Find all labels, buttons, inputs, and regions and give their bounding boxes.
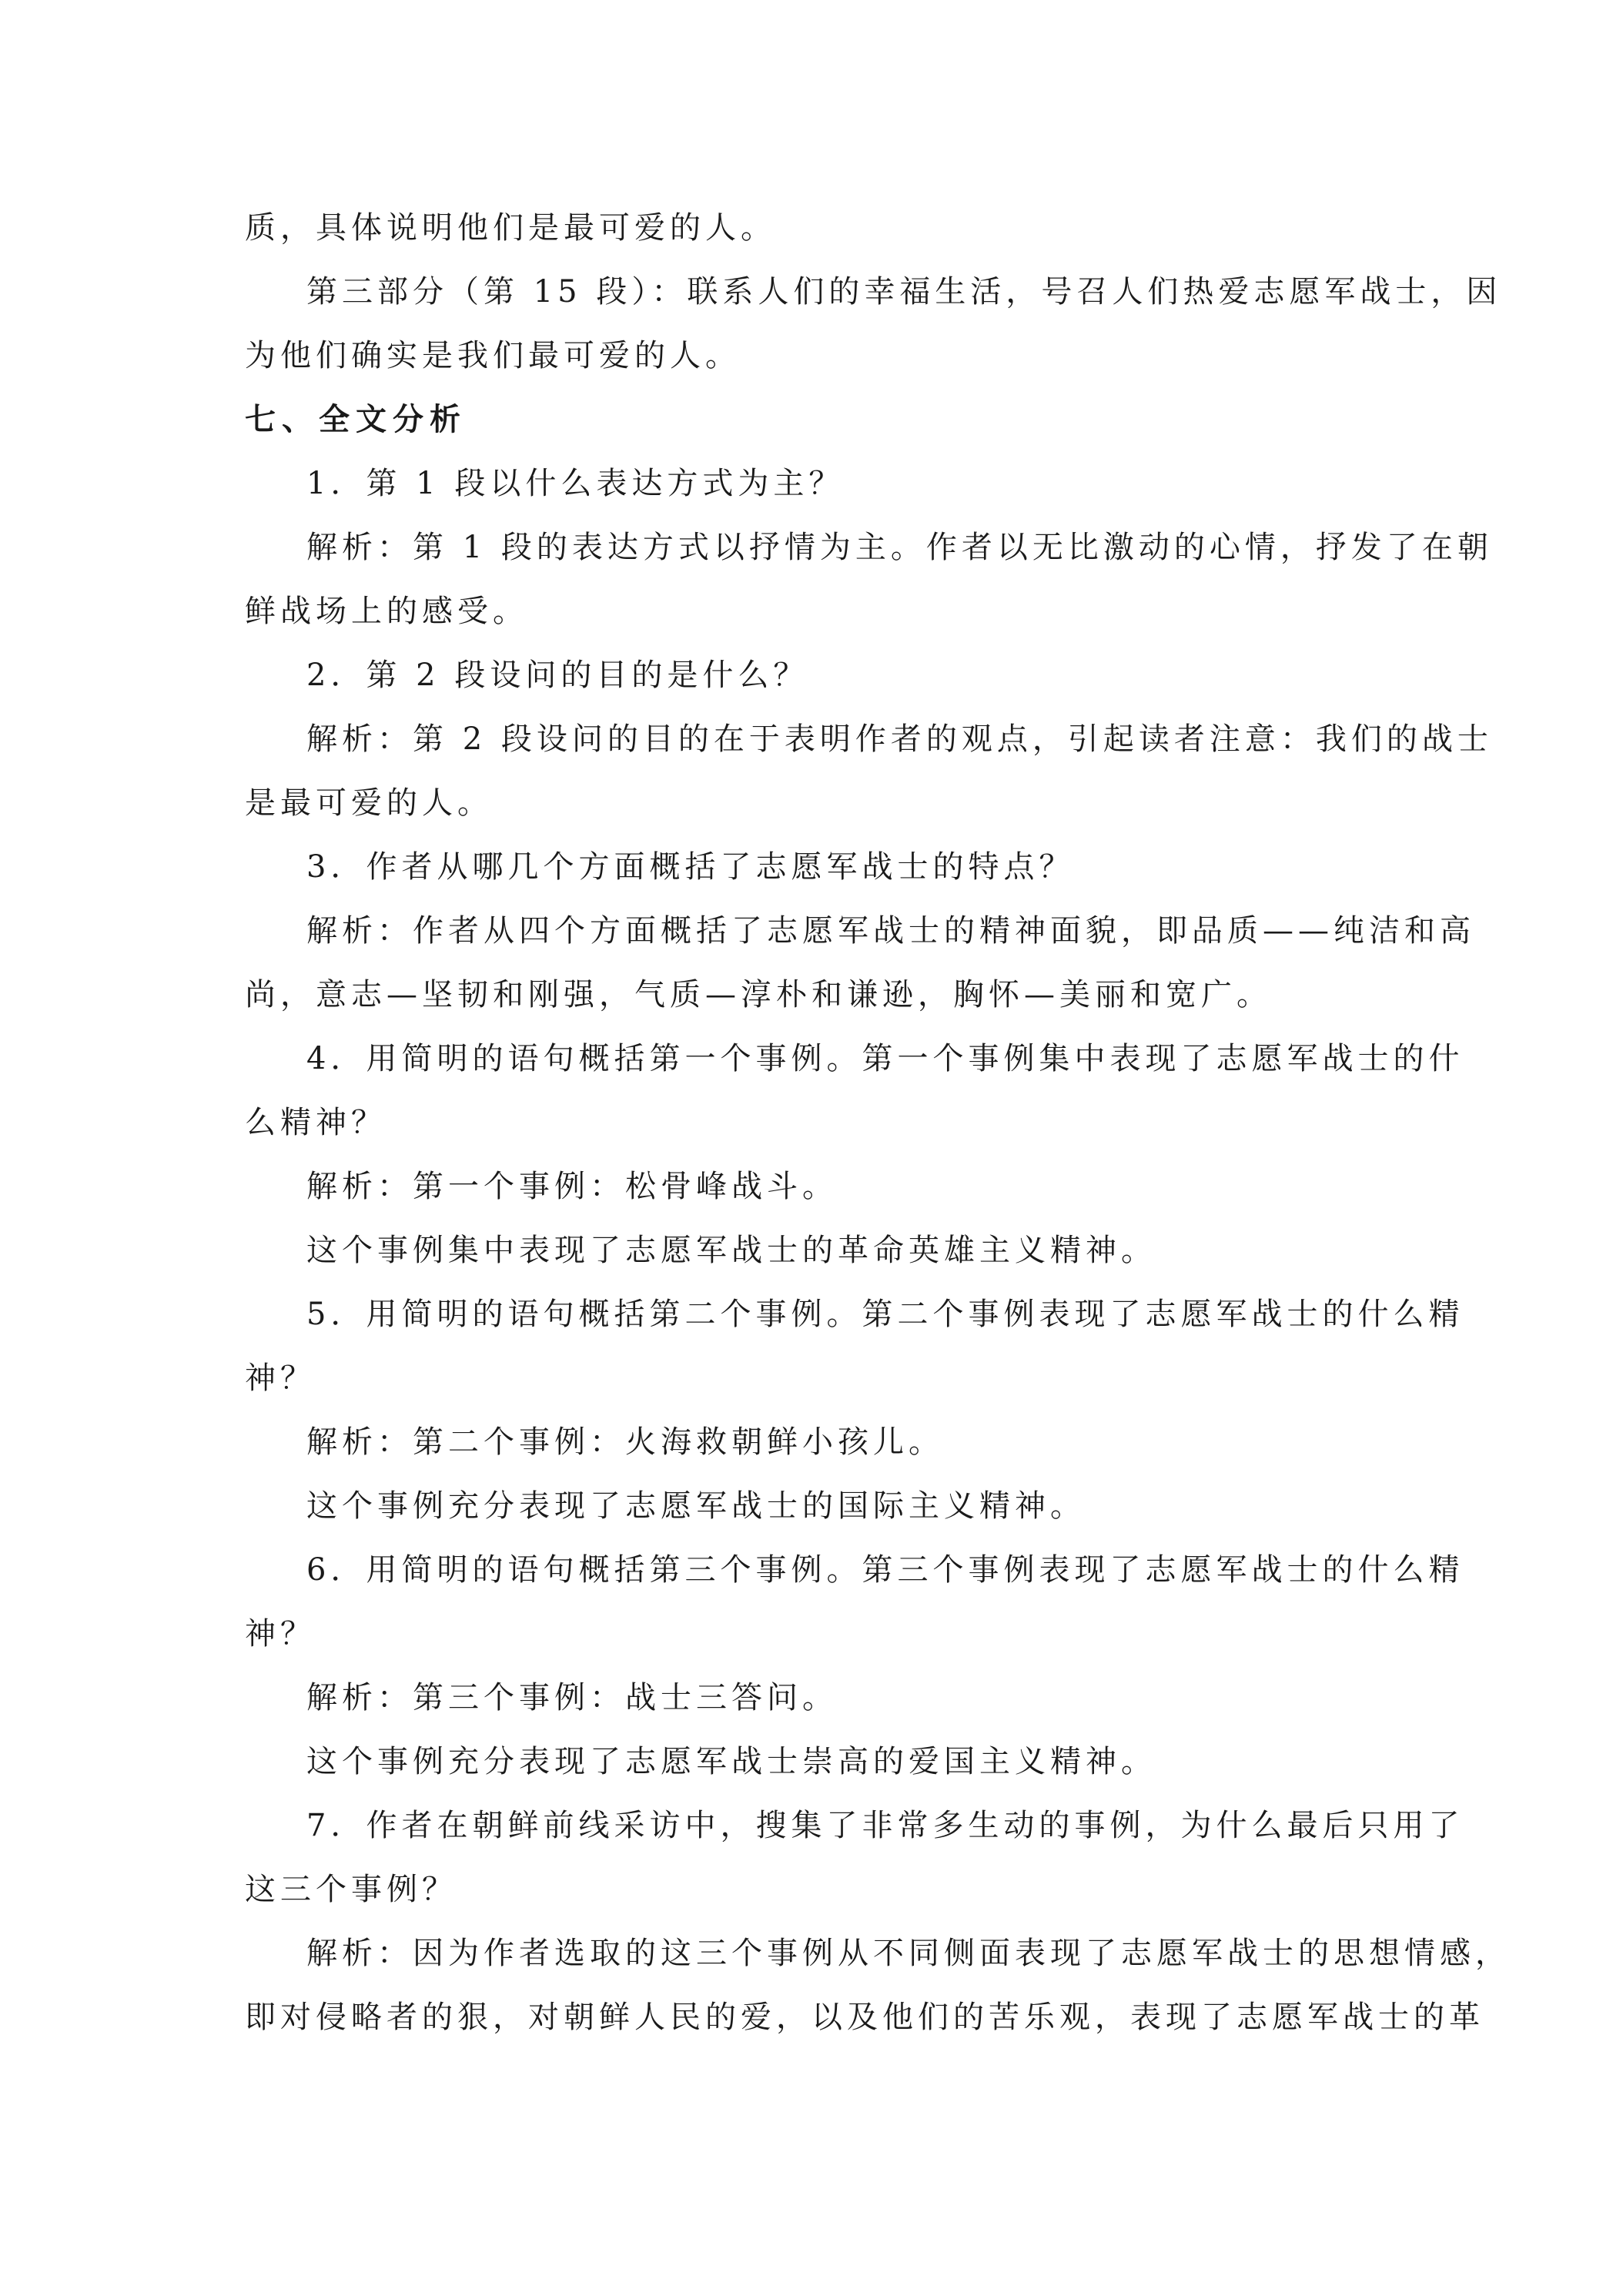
- answer-line: 解析：第 1 段的表达方式以抒情为主。作者以无比激动的心情，抒发了在朝: [306, 530, 1493, 565]
- question-line: 4．用简明的语句概括第一个事例。第一个事例集中表现了志愿军战士的什: [306, 1041, 1464, 1076]
- answer-line: 解析：第一个事例：松骨峰战斗。: [306, 1169, 838, 1204]
- answer-line: 解析：第三个事例：战士三答问。: [306, 1680, 838, 1715]
- answer-line: 解析：第 2 段设问的目的在于表明作者的观点，引起读者注意：我们的战士: [306, 721, 1493, 757]
- text-line: 鲜战场上的感受。: [245, 594, 528, 629]
- text-line: 即对侵略者的狠，对朝鲜人民的爱，以及他们的苦乐观，表现了志愿军战士的革: [245, 2000, 1484, 2035]
- question-line: 2．第 2 段设问的目的是什么？: [306, 658, 809, 693]
- text-line: 神？: [245, 1361, 316, 1396]
- answer-line: 解析：因为作者选取的这三个事例从不同侧面表现了志愿军战士的思想情感，: [306, 1936, 1511, 1971]
- text-line: 这个事例充分表现了志愿军战士的国际主义精神。: [306, 1488, 1086, 1524]
- text-line: 神？: [245, 1616, 316, 1652]
- text-line: 第三部分（第 15 段）：联系人们的幸福生活，号召人们热爱志愿军战士，因: [306, 274, 1502, 310]
- text-line: 么精神？: [245, 1105, 387, 1140]
- question-line: 5．用简明的语句概括第二个事例。第二个事例表现了志愿军战士的什么精: [306, 1297, 1464, 1332]
- question-line: 7．作者在朝鲜前线采访中，搜集了非常多生动的事例，为什么最后只用了: [306, 1808, 1464, 1843]
- answer-line: 解析：作者从四个方面概括了志愿军战士的精神面貌，即品质——纯洁和高: [306, 913, 1475, 949]
- text-line: 这个事例充分表现了志愿军战士崇高的爱国主义精神。: [306, 1744, 1156, 1779]
- question-line: 6．用简明的语句概括第三个事例。第三个事例表现了志愿军战士的什么精: [306, 1552, 1464, 1588]
- answer-line: 解析：第二个事例：火海救朝鲜小孩儿。: [306, 1424, 944, 1460]
- text-line: 质，具体说明他们是最可爱的人。: [245, 210, 776, 246]
- text-line: 为他们确实是我们最可爱的人。: [245, 338, 741, 373]
- text-line: 这个事例集中表现了志愿军战士的革命英雄主义精神。: [306, 1233, 1156, 1268]
- question-line: 1．第 1 段以什么表达方式为主？: [306, 466, 845, 501]
- text-line: 这三个事例？: [245, 1872, 457, 1907]
- text-line: 是最可爱的人。: [245, 785, 493, 821]
- question-line: 3．作者从哪几个方面概括了志愿军战士的特点？: [306, 849, 1075, 885]
- text-line: 尚，意志—坚韧和刚强，气质—淳朴和谦逊，胸怀—美丽和宽广。: [245, 977, 1272, 1012]
- section-heading: 七、全文分析: [245, 402, 467, 437]
